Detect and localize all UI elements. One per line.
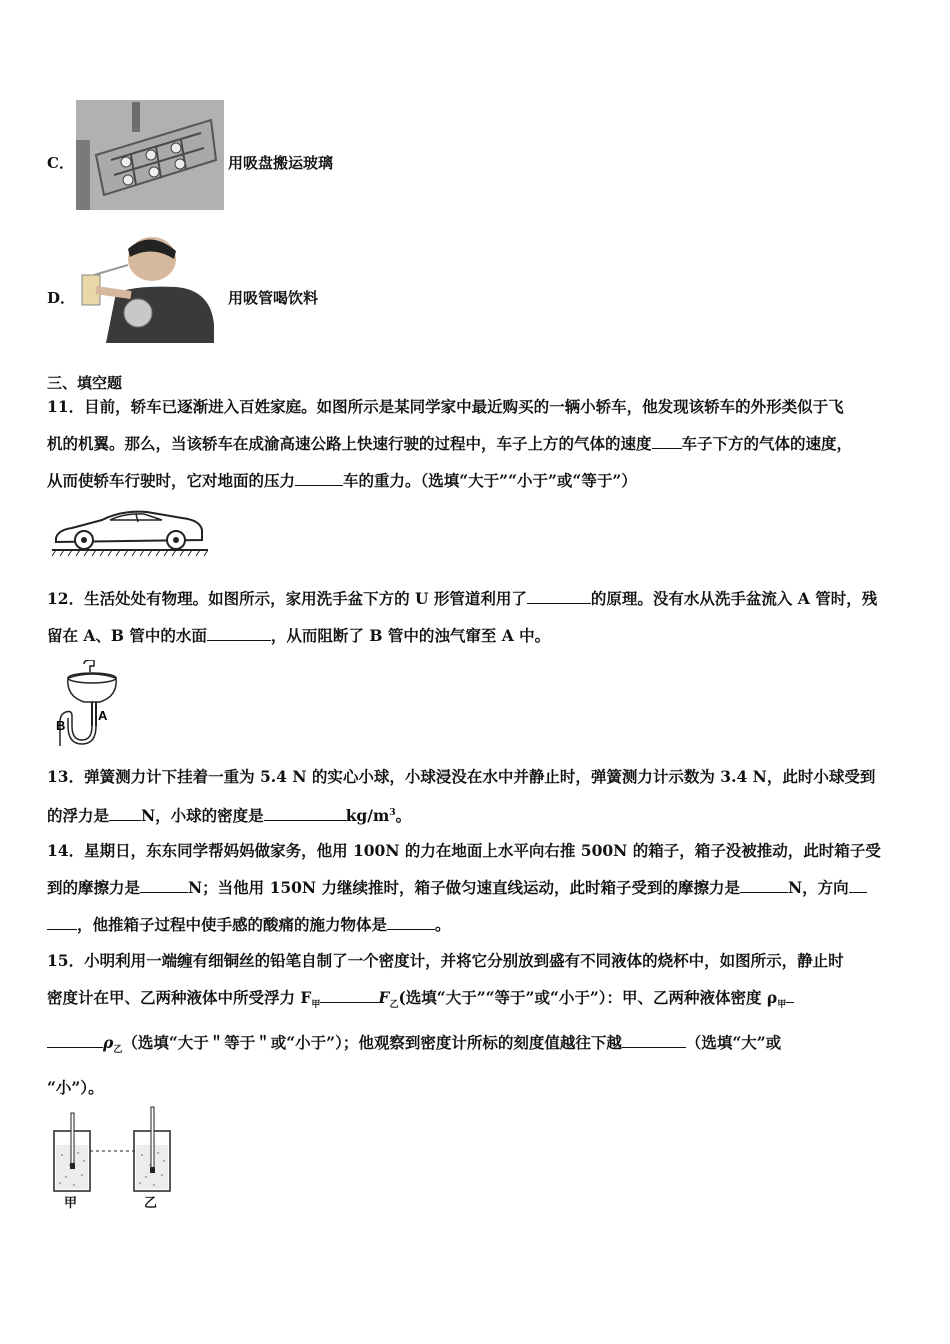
option-d-letter: D． — [47, 289, 76, 307]
q15-blank-2 — [786, 986, 794, 1003]
q15-line-1: 15．小明利用一端缠有细铜丝的铅笔自制了一个密度计，并将它分别放到盛有不同液体的烧杯中，如图所示，静止时 — [47, 951, 844, 970]
q14-blank-2 — [740, 876, 788, 893]
q15-blank-2-cont — [47, 1031, 103, 1048]
section-title: 三、填空题 — [47, 374, 123, 392]
q11-blank-2 — [295, 469, 343, 486]
q12-line-2: 留在 A、B 管中的水面 ，从而阻断了 B 管中的浊气窜至 A 中。 — [47, 626, 551, 645]
option-c-text: 用吸盘搬运玻璃 — [228, 154, 334, 172]
q14-blank-3-cont — [47, 913, 77, 930]
q11-line-3: 从而使轿车行驶时，它对地面的压力 车的重力。（选填“大于”“小于”或“等于”） — [47, 471, 637, 490]
option-c-image — [76, 100, 224, 210]
q11-blank-1 — [652, 432, 682, 449]
q15-blank-3 — [622, 1031, 686, 1048]
q14-blank-1 — [140, 876, 188, 893]
question-15 — [47, 942, 907, 1106]
q13-blank-1 — [109, 804, 141, 821]
q14-line-2: 到的摩擦力是 N；当他用 150N 力继续推时，箱子做匀速直线运动，此时箱子受到的摩擦力是 N，方向 — [47, 869, 907, 906]
q15-line-3: $\rho_乙$（选填“大于＂等于＂或“小于”）；他观察到密度计所标的刻度值越往下越 （选填“大”或 — [47, 1024, 907, 1069]
figure-label-left: 甲 — [64, 1195, 78, 1210]
svg-text:A: A — [98, 708, 108, 723]
q15-blank-1 — [320, 986, 378, 1003]
q14-blank-4 — [387, 913, 435, 930]
svg-text:B: B — [56, 718, 66, 733]
figure-label-right: 乙 — [144, 1195, 158, 1210]
q13-line-2: 的浮力是 N，小球的密度是 $kg/m^3$。 — [47, 806, 412, 826]
question-12 — [47, 580, 907, 654]
q11-line-1: 11．目前，轿车已逐渐进入百姓家庭。如图所示是某同学家中最近购买的一辆小轿车，他发现该轿车的外形类似于飞 — [47, 397, 844, 416]
sink-figure — [52, 660, 132, 746]
option-c-letter: C． — [47, 154, 74, 172]
option-d-image — [76, 235, 218, 343]
q12-line-1: 12．生活处处有物理。如图所示，家用洗手盆下方的 U 形管道利用了 的原理。没有水从洗手盆流入 A 管时，残 — [47, 589, 878, 608]
q14-line-1: 14．星期日，东东同学帮妈妈做家务，他用 100N 的力在地面上水平向右推 500N 的箱子，箱子没被推动，此时箱子受 — [47, 841, 881, 860]
q12-blank-2 — [207, 624, 271, 641]
q14-line-3: ，他推箱子过程中使手感的酸痛的施力物体是 。 — [47, 906, 907, 943]
q13-blank-2 — [264, 804, 346, 821]
question-11 — [47, 388, 907, 499]
option-d-text: 用吸管喝饮料 — [228, 289, 319, 307]
car-figure — [52, 500, 208, 558]
question-13 — [47, 758, 907, 834]
q14-blank-3 — [849, 876, 867, 893]
question-14 — [47, 832, 907, 943]
q12-blank-1 — [527, 587, 591, 604]
q13-line-1: 13．弹簧测力计下挂着一重为 5.4 N 的实心小球，小球浸没在水中并静止时，弹簧测力计示数为 3.4 N，此时小球受到 — [47, 767, 876, 786]
q15-line-4: “小”）。 — [47, 1078, 104, 1098]
q15-line-2: 密度计在甲、乙两种液体中所受浮力 $F_甲$ $F_乙$(选填“大于”“等于”或“小于”）：甲、乙两种液体密度 $\rho_甲$ — [47, 979, 907, 1024]
q11-line-2: 机的机翼。那么，当该轿车在成渝高速公路上快速行驶的过程中，车子上方的气体的速度 车子下方的气体的速度， — [47, 434, 853, 453]
